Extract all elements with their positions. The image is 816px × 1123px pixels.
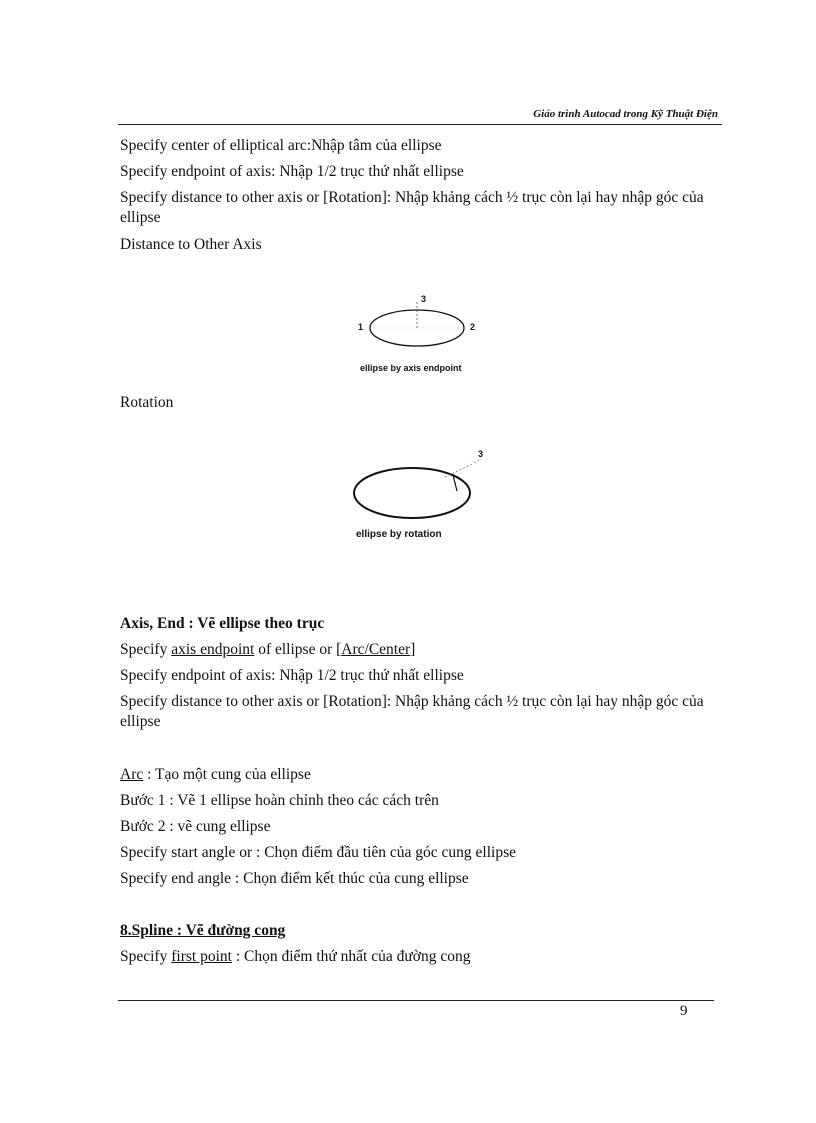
fig1-label-3: 3 <box>421 294 427 304</box>
s3-start-angle: Specify start angle or : Chọn điểm đầu tiên của góc cung ellipse <box>120 844 516 861</box>
fig2-label-3: 3 <box>478 449 484 459</box>
s4-line1 <box>120 947 470 967</box>
footer-rule <box>118 1000 714 1001</box>
s3-end-angle: Specify end angle : Chọn điểm kết thúc của cung ellipse <box>120 870 469 887</box>
s2-line1-mid: of ellipse or [ <box>254 641 342 658</box>
arc-description: : Tạo một cung của ellipse <box>143 766 311 783</box>
header-rule <box>118 124 722 125</box>
s4-line-suffix: : Chọn điểm thứ nhất của đường cong <box>231 948 471 965</box>
s3-step1: Bước 1 : Vẽ 1 ellipse hoàn chỉnh theo các cách trên <box>120 792 439 809</box>
s2-line1-suffix: ] <box>410 641 416 658</box>
rotation-heading: Rotation <box>120 394 174 411</box>
s4-heading: 8.Spline : Vẽ đường cong <box>120 922 286 939</box>
s2-line3: Specify distance to other axis or [Rotation]: Nhập khảng cách ½ trục còn lại hay nhập góc của ellipse <box>120 693 704 730</box>
s3-step2: Bước 2 : vẽ cung ellipse <box>120 818 271 835</box>
s2-line2: Specify endpoint of axis: Nhập 1/2 trục thứ nhất ellipse <box>120 667 464 684</box>
axis-endpoint-link: axis endpoint <box>171 641 255 658</box>
s1-line2: Specify endpoint of axis: Nhập 1/2 trục thứ nhất ellipse <box>120 163 464 180</box>
fig2-caption: ellipse by rotation <box>356 529 442 540</box>
fig1-label-2: 2 <box>470 322 476 332</box>
s3-arc-line <box>120 765 311 785</box>
rotation-arrow <box>445 459 481 477</box>
s2-heading: Axis, End : Vẽ ellipse theo trục <box>120 615 325 632</box>
s2-line1-prefix: Specify <box>120 641 172 658</box>
fig1-label-1: 1 <box>358 322 364 332</box>
s1-line4: Distance to Other Axis <box>120 236 262 253</box>
first-point-link: first point <box>171 948 232 965</box>
page-number: 9 <box>680 1003 688 1019</box>
arc-center-link: Arc/Center <box>341 641 411 658</box>
s1-line3: Specify distance to other axis or [Rotation]: Nhập khảng cách ½ trục còn lại hay nhập góc của ellipse <box>120 189 704 226</box>
header-title: Giáo trình Autocad trong Kỹ Thuật Điện <box>533 108 718 120</box>
s1-line1: Specify center of elliptical arc:Nhập tâm của ellipse <box>120 137 442 154</box>
fig1-caption: ellipse by axis endpoint <box>360 363 462 373</box>
s4-line-prefix: Specify <box>120 948 172 965</box>
s2-line1 <box>120 640 415 660</box>
arc-link: Arc <box>120 766 144 783</box>
